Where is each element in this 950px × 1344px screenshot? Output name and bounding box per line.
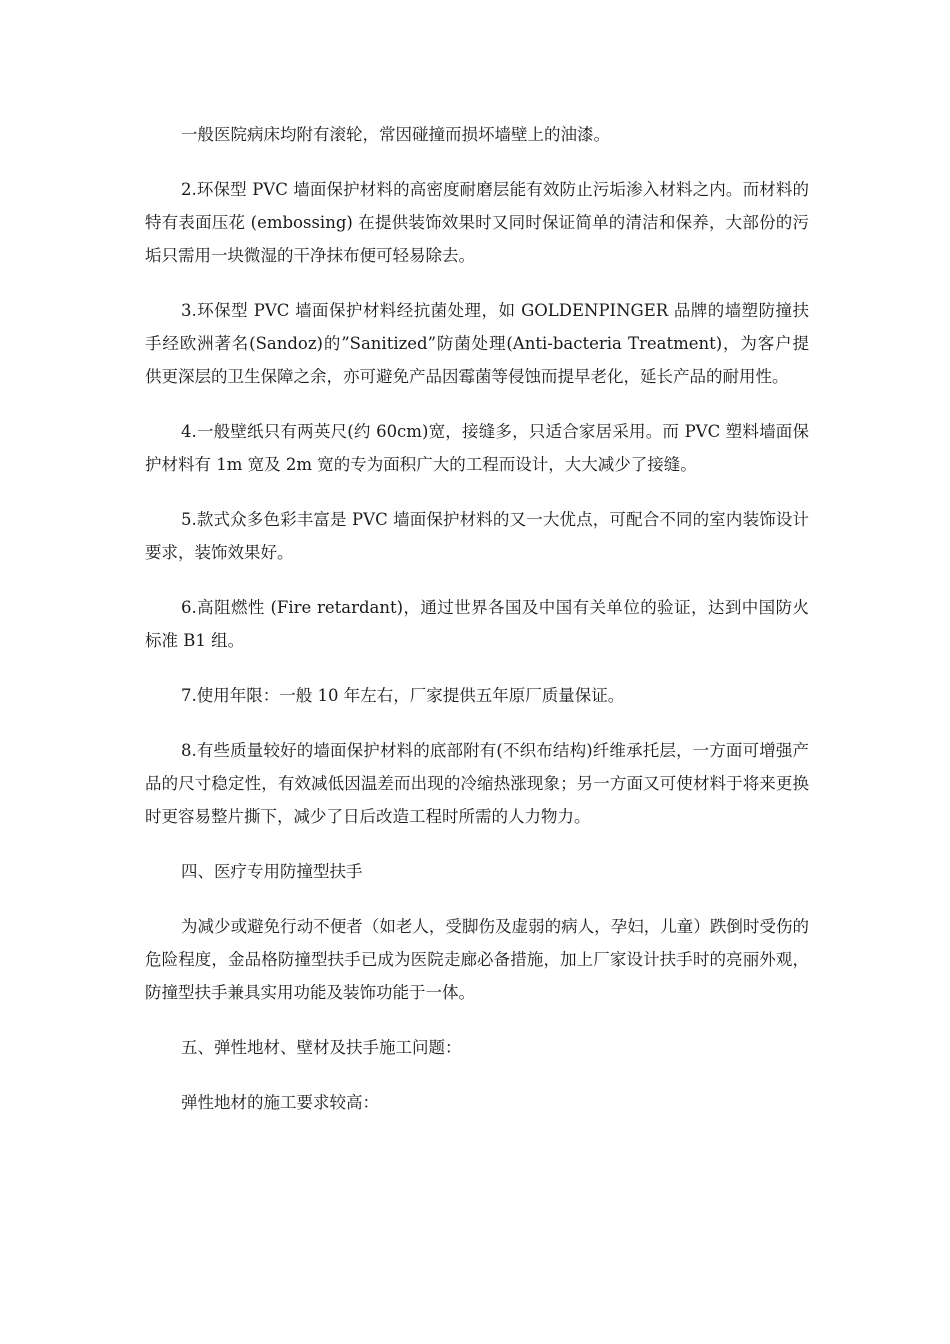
paragraph-point-7: 7.使用年限：一般 10 年左右，厂家提供五年原厂质量保证。 bbox=[181, 686, 625, 705]
paragraph-point-2: 2.环保型 PVC 墙面保护材料的高密度耐磨层能有效防止污垢渗入材料之内。而材料的特有表面压花 (embossing) 在提供装饰效果时又同时保证简单的清洁和保养，大部份的污垢只需用一块微湿的干净抹布便可轻易除去。 bbox=[145, 180, 809, 265]
paragraph-point-8: 8.有些质量较好的墙面保护材料的底部附有(不织布结构)纤维承托层，一方面可增强产品的尺寸稳定性，有效减低因温差而出现的冷缩热涨现象；另一方面又可使材料于将来更换时更容易整片撕下，减少了日后改造工程时所需的人力物力。 bbox=[145, 741, 809, 826]
paragraph-point-4: 4.一般壁纸只有两英尺(约 60cm)宽，接缝多，只适合家居采用。而 PVC 塑料墙面保护材料有 1m 宽及 2m 宽的专为面积广大的工程而设计，大大减少了接缝。 bbox=[145, 422, 809, 474]
section-heading-5: 五、弹性地材、壁材及扶手施工问题： bbox=[181, 1038, 462, 1057]
paragraph-point-6: 6.高阻燃性 (Fire retardant)，通过世界各国及中国有关单位的验证，达到中国防火标准 B1 组。 bbox=[145, 598, 809, 650]
paragraph-hospital-beds: 一般医院病床均附有滚轮，常因碰撞而损坏墙壁上的油漆。 bbox=[181, 125, 610, 144]
section-heading-4: 四、医疗专用防撞型扶手 bbox=[181, 862, 363, 881]
paragraph-point-5: 5.款式众多色彩丰富是 PVC 墙面保护材料的又一大优点，可配合不同的室内装饰设计要求，装饰效果好。 bbox=[145, 510, 809, 562]
paragraph-flooring-requirements: 弹性地材的施工要求较高： bbox=[181, 1093, 379, 1112]
paragraph-point-3: 3.环保型 PVC 墙面保护材料经抗菌处理，如 GOLDENPINGER 品牌的墙塑防撞扶手经欧洲著名(Sandoz)的”Sanitized”防菌处理(Anti-bacteria Treatment)，为客户提供更深层的卫生保障之余，亦可避免产品因霉菌等侵蚀而提早老化，延长产品的耐用性。 bbox=[145, 301, 809, 386]
paragraph-handrail: 为减少或避免行动不便者（如老人，受脚伤及虚弱的病人，孕妇，儿童）跌倒时受伤的危险程度，金品格防撞型扶手已成为医院走廊必备措施，加上厂家设计扶手时的亮丽外观，防撞型扶手兼具实用功能及装饰功能于一体。 bbox=[145, 917, 809, 1002]
document-body bbox=[145, 118, 809, 1141]
